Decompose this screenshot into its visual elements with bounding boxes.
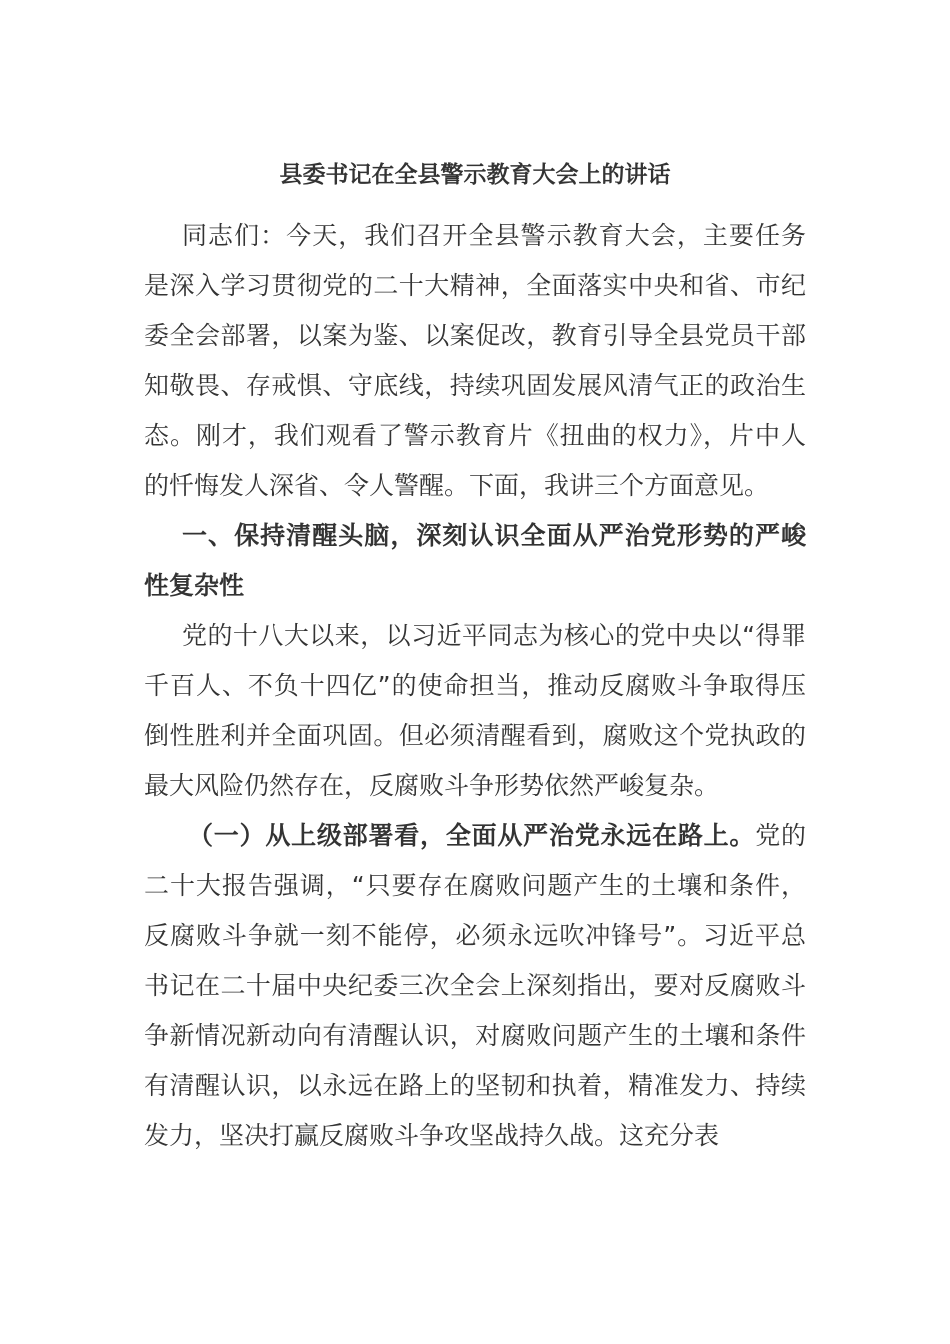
subsection-lead-1: （一）从上级部署看，全面从严治党永远在路上。 <box>188 821 756 850</box>
section-heading-1: 一、保持清醒头脑，深刻认识全面从严治党形势的严峻性复杂性 <box>144 521 806 600</box>
document-body <box>144 211 806 1161</box>
subsection-text-1: 党的二十大报告强调，“只要存在腐败问题产生的土壤和条件，反腐败斗争就一刻不能停，必须永远吹冲锋号”。习近平总书记在二十届中央纪委三次全会上深刻指出，要对反腐败斗争新情况新动向有清醒认识，对腐败问题产生的土壤和条件有清醒认识，以永远在路上的坚韧和执着，精准发力、持续发力，坚决打赢反腐败斗争攻坚战持久战。这充分表 <box>144 821 806 1150</box>
document-title: 县委书记在全县警示教育大会上的讲话 <box>279 162 671 188</box>
section-paragraph-1: 党的十八大以来，以习近平同志为核心的党中央以“得罪千百人、不负十四亿”的使命担当，推动反腐败斗争取得压倒性胜利并全面巩固。但必须清醒看到，腐败这个党执政的最大风险仍然存在，反腐败斗争形势依然严峻复杂。 <box>144 621 806 800</box>
subsection-paragraph-1 <box>144 811 806 1161</box>
opening-paragraph: 同志们：今天，我们召开全县警示教育大会，主要任务是深入学习贯彻党的二十大精神，全面落实中央和省、市纪委全会部署，以案为鉴、以案促改，教育引导全县党员干部知敬畏、存戒惧、守底线，持续巩固发展风清气正的政治生态。刚才，我们观看了警示教育片《扭曲的权力》，片中人的忏悔发人深省、令人警醒。下面，我讲三个方面意见。 <box>144 221 806 500</box>
